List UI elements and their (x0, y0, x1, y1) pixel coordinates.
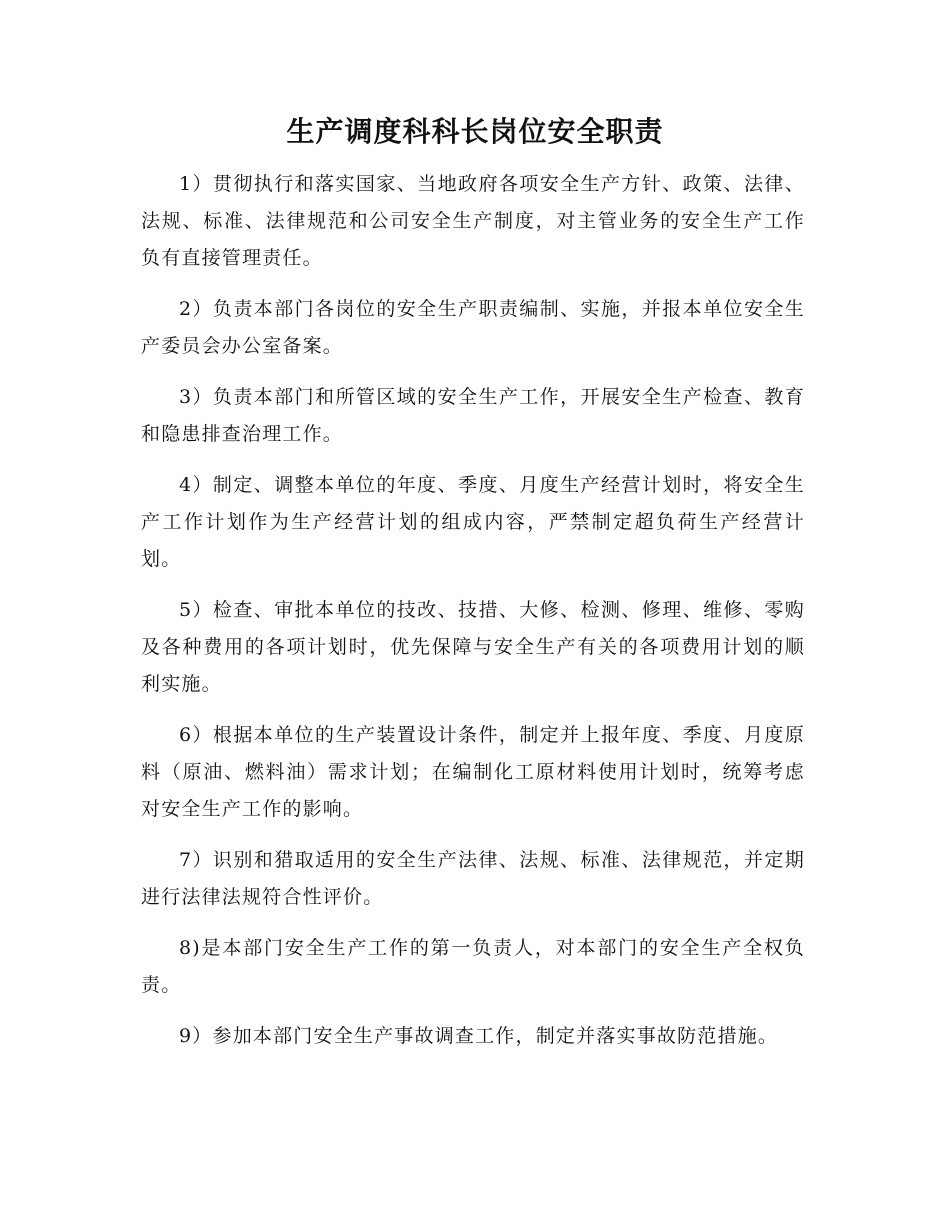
paragraph-2: 2）负责本部门各岗位的安全生产职责编制、实施，并报本单位安全生产委员会办公室备案。 (141, 298, 805, 357)
paragraph-1: 1）贯彻执行和落实国家、当地政府各项安全生产方针、政策、法律、法规、标准、法律规范和公司安全生产制度，对主管业务的安全生产工作负有直接管理责任。 (141, 173, 805, 269)
paragraph-6: 6）根据本单位的生产装置设计条件，制定并上报年度、季度、月度原料（原油、燃料油）需求计划；在编制化工原材料使用计划时，统筹考虑对安全生产工作的影响。 (141, 724, 805, 820)
paragraph-8: 8)是本部门安全生产工作的第一负责人，对本部门的安全生产全权负责。 (141, 937, 805, 996)
document-body (141, 166, 805, 1069)
paragraph-3: 3）负责本部门和所管区域的安全生产工作，开展安全生产检查、教育和隐患排查治理工作。 (141, 386, 805, 445)
document-title: 生产调度科科长岗位安全职责 (286, 115, 664, 148)
paragraph-4: 4）制定、调整本单位的年度、季度、月度生产经营计划时，将安全生产工作计划作为生产经营计划的组成内容，严禁制定超负荷生产经营计划。 (141, 474, 805, 570)
paragraph-7: 7）识别和猎取适用的安全生产法律、法规、标准、法律规范，并定期进行法律法规符合性评价。 (141, 849, 805, 908)
paragraph-9: 9）参加本部门安全生产事故调查工作，制定并落实事故防范措施。 (179, 1025, 779, 1047)
paragraph-5: 5）检查、审批本单位的技改、技措、大修、检测、修理、维修、零购及各种费用的各项计划时，优先保障与安全生产有关的各项费用计划的顺利实施。 (141, 599, 805, 695)
